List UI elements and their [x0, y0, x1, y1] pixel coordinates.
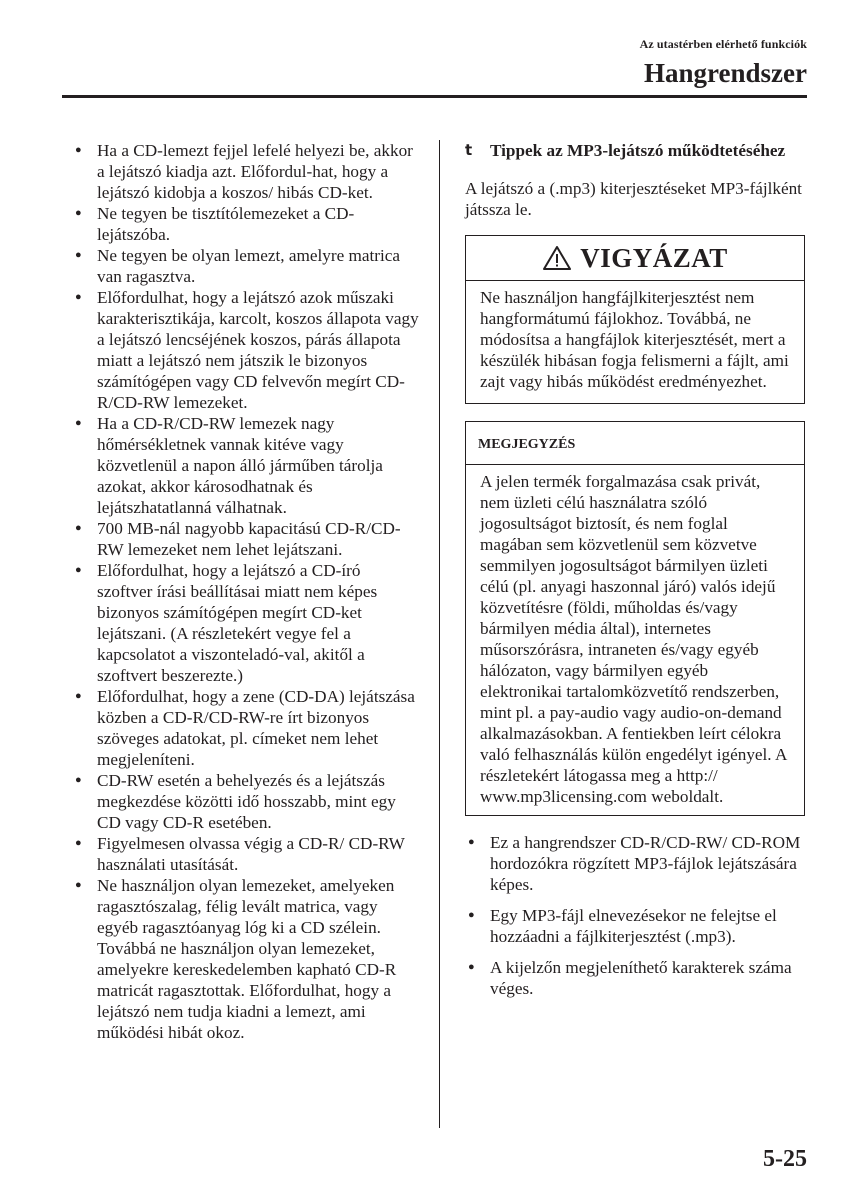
- bullet-icon: ●: [468, 961, 475, 973]
- list-item: [72, 560, 420, 686]
- bullet-icon: ●: [75, 144, 82, 156]
- list-item-text: Ne tegyen be olyan lemezt, amelyre matrica van ragasztva.: [97, 246, 401, 286]
- header-rule: [62, 95, 807, 98]
- list-item-text: Előfordulhat, hogy a lejátszó azok műszaki karakterisztikája, karcolt, koszos állapota vagy a lejátszó lencséjének koszos, párás állapota miatt a lejátszó nem játszik le bizonyos számítógépen vagy CD felvevőn megírt CD-R/CD-RW lemezeket.: [97, 288, 419, 412]
- list-item-text: Előfordulhat, hogy a lejátszó a CD-író szoftver írási beállításai miatt nem képes bizonyos számítógépen megírt CD-ket lejátszani. (A részletekért vegye fel a kapcsolatot a viszonteladó-val, akitől a szoftvert beszerezte.): [97, 561, 378, 685]
- list-item-text: Ne tegyen be tisztítólemezeket a CD-lejátszóba.: [97, 204, 355, 244]
- list-item: [465, 957, 805, 999]
- list-item: [72, 140, 420, 203]
- list-item: [465, 905, 805, 947]
- section-header: Az utastérben elérhető funkciók: [639, 37, 807, 51]
- page-title: Hangrendszer: [644, 58, 807, 88]
- bullet-icon: ●: [75, 249, 82, 261]
- list-item: [72, 875, 420, 1043]
- list-item: [72, 413, 420, 518]
- tips-heading: [465, 140, 805, 161]
- list-item: [72, 686, 420, 770]
- caution-header: [466, 236, 804, 281]
- page-number: 5-25: [763, 1146, 807, 1172]
- caution-title: VIGYÁZAT: [580, 242, 728, 273]
- note-title: MEGJEGYZÉS: [466, 422, 804, 465]
- right-column: [465, 140, 805, 1009]
- bullet-icon: ●: [75, 564, 82, 576]
- list-item: [72, 833, 420, 875]
- list-item-text: Ne használjon olyan lemezeket, amelyeken ragasztószalag, félig levált matrica, vagy egyéb ragasztóanyag lóg ki a CD szélein. Továbbá ne használjon olyan lemezeket, amelyekre kereskedelemben kapható CD-R matricát ragasztottak. Előfordulhat, hogy a lejátszó nem tudja kiadni a lemezt, ami működési hibát okoz.: [97, 876, 397, 1042]
- bullet-icon: ●: [75, 879, 82, 891]
- note-box: [465, 421, 805, 816]
- list-item-text: Ha a CD-lemezt fejjel lefelé helyezi be, akkor a lejátszó kiadja azt. Előfordul-hat, hogy a lejátszó kidobja a koszos/ hibás CD-ket.: [97, 141, 413, 202]
- bullet-icon: ●: [75, 417, 82, 429]
- tips-intro: A lejátszó a (.mp3) kiterjesztéseket MP3-fájlként játssza le.: [465, 179, 802, 219]
- column-divider: [439, 140, 440, 1128]
- tips-heading-text: Tippek az MP3-lejátszó működtetéséhez: [490, 141, 786, 160]
- bullet-icon: ●: [75, 690, 82, 702]
- list-item-text: Figyelmesen olvassa végig a CD-R/ CD-RW használati utasítását.: [97, 834, 405, 874]
- list-item-text: 700 MB-nál nagyobb kapacitású CD-R/CD-RW lemezeket nem lehet lejátszani.: [97, 519, 401, 559]
- bullet-icon: ●: [468, 909, 475, 921]
- warning-triangle-icon: [542, 245, 572, 271]
- bullet-icon: ●: [75, 522, 82, 534]
- list-item-text: A kijelzőn megjeleníthető karakterek száma véges.: [490, 958, 792, 998]
- bullet-icon: ●: [75, 291, 82, 303]
- list-item-text: CD-RW esetén a behelyezés és a lejátszás megkezdése közötti idő hosszabb, mint egy CD vagy CD-R esetében.: [97, 771, 396, 832]
- list-item: [465, 832, 805, 895]
- list-item: [72, 770, 420, 833]
- list-item-text: Előfordulhat, hogy a zene (CD-DA) lejátszása közben a CD-R/CD-RW-re írt bizonyos szöveges adatokat, pl. címeket nem lehet megjeleníteni.: [97, 687, 415, 769]
- caution-text: Ne használjon hangfájlkiterjesztést nem hangformátumú fájlokhoz. Továbbá, ne módosítsa a hangfájlok kiterjesztését, mert a készülék hibásan fogja felismerni a fájlt, ami zajt vagy hibás működést eredményezhet.: [480, 288, 789, 391]
- caution-box: [465, 235, 805, 404]
- bullet-icon: ●: [468, 836, 475, 848]
- list-item-text: Egy MP3-fájl elnevezésekor ne felejtse el hozzáadni a fájlkiterjesztést (.mp3).: [490, 906, 777, 946]
- list-item-text: Ha a CD-R/CD-RW lemezek nagy hőmérsékletnek vannak kitéve vagy közvetlenül a napon álló járműben tárolja azokat, akkor károsodhatnak és lejátszhatatlanná válhatnak.: [97, 414, 383, 517]
- list-item: [72, 287, 420, 413]
- section-marker-icon: t: [465, 141, 473, 159]
- bullet-icon: ●: [75, 837, 82, 849]
- note-text: A jelen termék forgalmazása csak privát, nem üzleti célú használatra szóló jogosultságot biztosít, és nem foglal magában sem közvetlenül sem közvetve semmilyen jogosultságot bármilyen üzleti célú (pl. anyagi haszonnal járó) valós idejű közvetítésre (földi, műholdas és/vagy bármilyen média által), internetes műsorszórásra, intraneten és/vagy egyéb hálózaton, vagy bármilyen egyéb elektronikai tartalomközvetítő rendszerben, mint pl. a pay-audio vagy audio-on-demand alkalmazásokban. A fentiekben leírt célokra való felhasználás külön engedélyt igényel. A részletekért látogassa meg a http:// www.mp3licensing.com weboldalt.: [480, 472, 787, 806]
- cd-notes-list: [72, 140, 420, 1043]
- list-item: [72, 245, 420, 287]
- bullet-icon: ●: [75, 774, 82, 786]
- bullet-icon: ●: [75, 207, 82, 219]
- mp3-notes-list: [465, 832, 805, 999]
- list-item: [72, 203, 420, 245]
- list-item: [72, 518, 420, 560]
- list-item-text: Ez a hangrendszer CD-R/CD-RW/ CD-ROM hordozókra rögzített MP3-fájlok lejátszására képes.: [490, 833, 801, 894]
- left-column: [72, 140, 420, 1043]
